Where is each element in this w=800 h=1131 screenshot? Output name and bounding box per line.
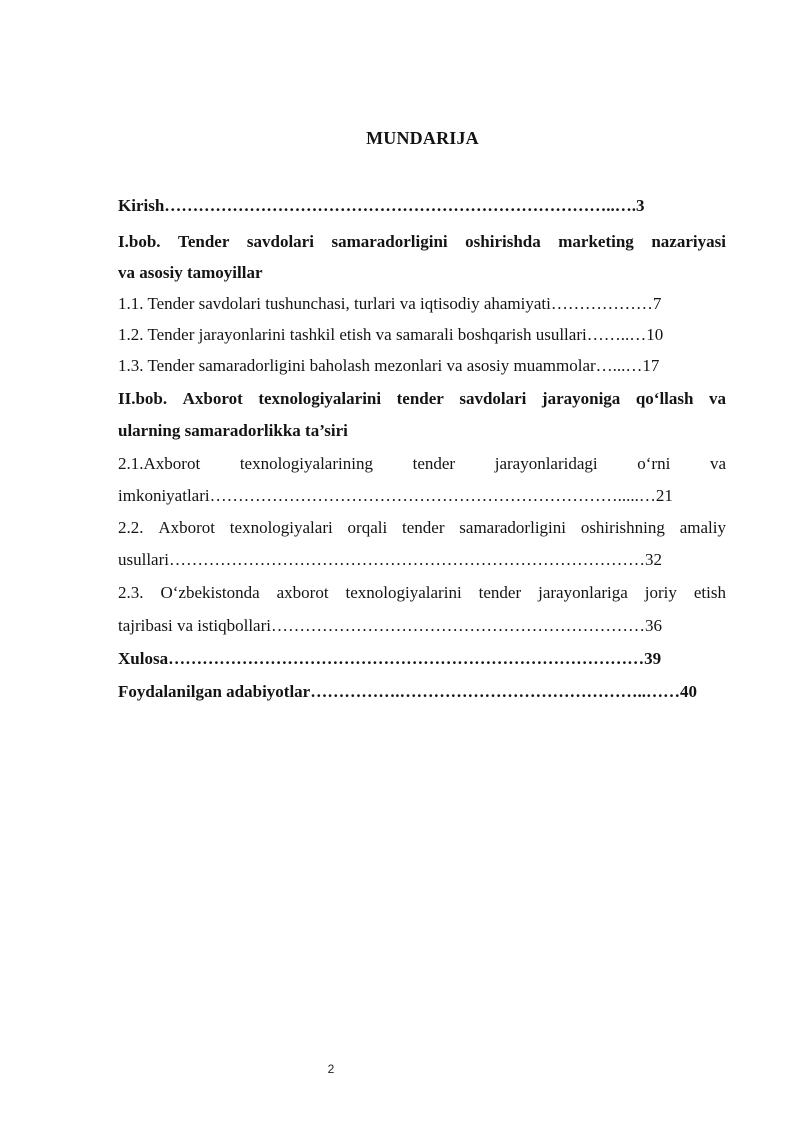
toc-entry-2-1-line-2: imkoniyatlari……………………………………………………………….....…21 — [118, 486, 673, 505]
word: Tender — [178, 232, 230, 251]
word: II.bob. — [118, 389, 168, 408]
word: samaradorligini — [331, 232, 448, 251]
word: O‘zbekistonda — [160, 583, 260, 602]
word: savdolari — [246, 232, 314, 251]
word: tender — [478, 583, 522, 602]
word: jarayoniga — [541, 389, 621, 408]
word: o‘rni — [637, 454, 671, 473]
word: etish — [693, 583, 726, 602]
word: oshirishning — [580, 518, 665, 537]
word: texnologiyalarini — [345, 583, 462, 602]
word: joriy — [644, 583, 677, 602]
toc-entry-2-2-line-1 — [118, 517, 726, 539]
word: tender — [412, 454, 456, 473]
word: samaradorligini — [459, 518, 566, 537]
word: va — [708, 389, 726, 408]
word: jarayonlaridagi — [494, 454, 598, 473]
word: tender — [402, 518, 445, 537]
word: 2.2. — [118, 518, 144, 537]
page-number: 2 — [327, 1062, 335, 1076]
word: Axborot — [158, 518, 215, 537]
toc-entry-chapter-1-line-1 — [118, 231, 726, 253]
word: va — [709, 454, 726, 473]
toc-entry-adabiyotlar: Foydalanilgan adabiyotlar…………….……………………………………..……40 — [118, 682, 697, 701]
toc-entry-2-3-line-2: tajribasi va istiqbollari…………………………………………………………36 — [118, 616, 662, 635]
toc-entry-2-3-line-1 — [118, 582, 726, 604]
toc-entry-chapter-2-line-1 — [118, 388, 726, 410]
word: 2.3. — [118, 583, 144, 602]
word: tender — [396, 389, 444, 408]
word: texnologiyalarining — [239, 454, 373, 473]
toc-entry-kirish: Kirish……………………………………………………………………..….3 — [118, 196, 645, 215]
word: marketing — [558, 232, 634, 251]
word: nazariyasi — [651, 232, 726, 251]
word: 2.1.Axborot — [118, 454, 201, 473]
toc-entry-xulosa: Xulosa…………………………………………………………………………39 — [118, 649, 662, 668]
toc-entry-chapter-2-line-2: ularning samaradorlikka ta’siri — [118, 421, 348, 440]
word: texnologiyalari — [229, 518, 333, 537]
word: texnologiyalarini — [258, 389, 382, 408]
toc-entry-1-2: 1.2. Tender jarayonlarini tashkil etish va samarali boshqarish usullari……..…10 — [118, 325, 664, 344]
word: oshirishda — [465, 232, 541, 251]
page-title: MUNDARIJA — [366, 128, 479, 148]
toc-entry-2-2-line-2: usullari…………………………………………………………………………32 — [118, 550, 662, 569]
toc-entry-chapter-1-line-2: va asosiy tamoyillar — [118, 263, 263, 282]
word: amaliy — [679, 518, 726, 537]
word: savdolari — [459, 389, 527, 408]
word: jarayonlariga — [538, 583, 628, 602]
toc-entry-2-1-line-1 — [118, 453, 726, 475]
word: qo‘llash — [635, 389, 694, 408]
toc-entry-1-1: 1.1. Tender savdolari tushunchasi, turlari va iqtisodiy ahamiyati………………7 — [118, 294, 662, 313]
word: Axborot — [182, 389, 243, 408]
word: orqali — [347, 518, 388, 537]
word: axborot — [276, 583, 329, 602]
toc-entry-1-3: 1.3. Tender samaradorligini baholash mezonlari va asosiy muammolar…...…17 — [118, 356, 660, 375]
word: I.bob. — [118, 232, 161, 251]
